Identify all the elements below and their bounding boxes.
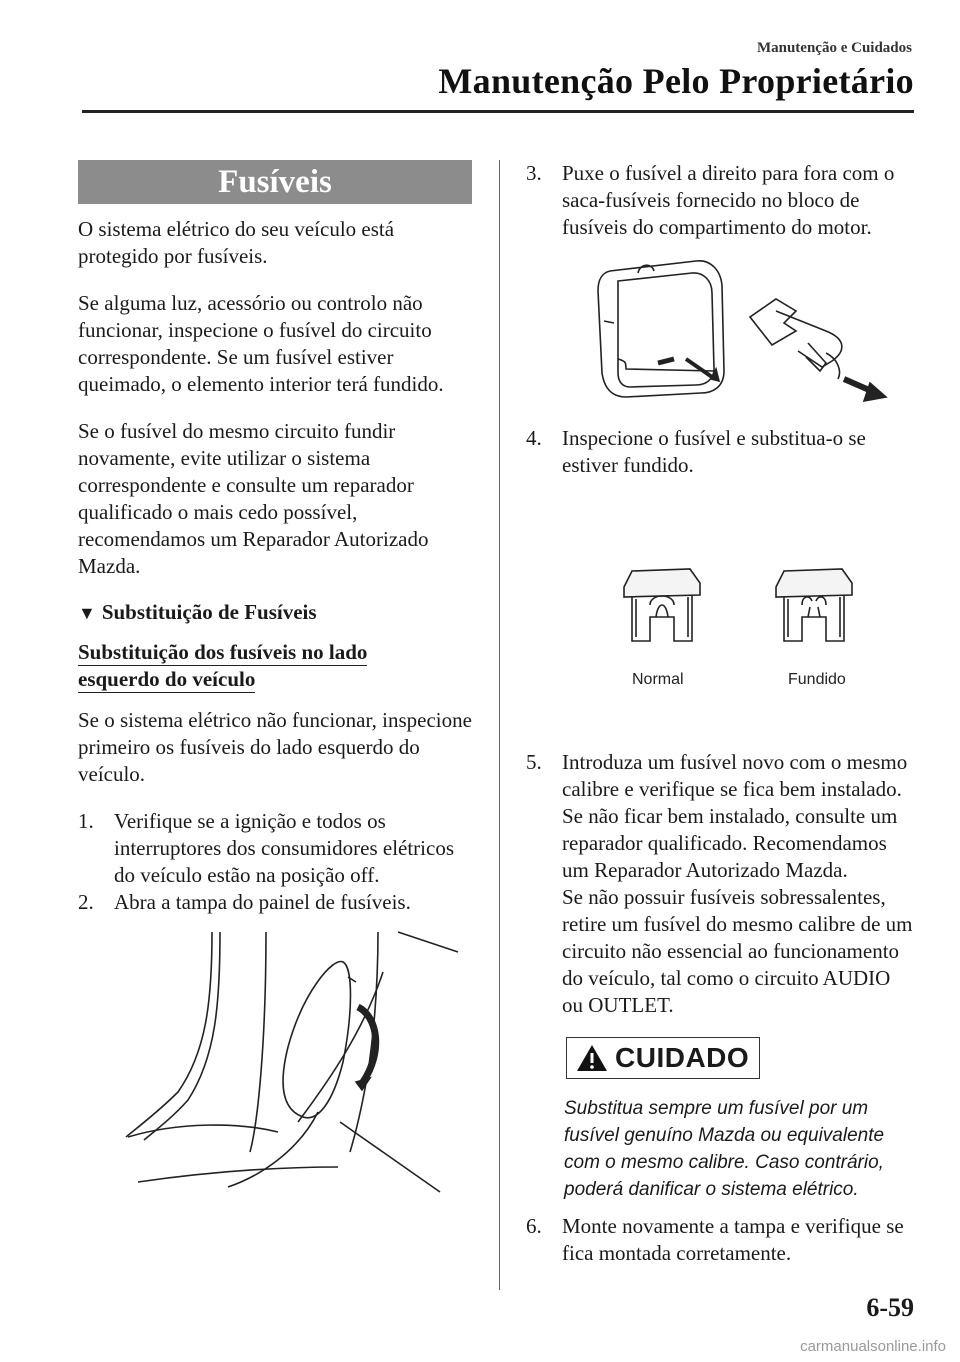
- step-text: Inspecione o fusível e substitua-o se estiver fundido.: [562, 426, 866, 477]
- chapter-title: Manutenção e Cuidados: [756, 40, 912, 56]
- step-number: 4.: [526, 426, 542, 450]
- underlined-heading: [78, 639, 472, 693]
- step-text: Monte novamente a tampa e verifique se fica montada corretamente.: [562, 1214, 904, 1265]
- header-rule: [82, 110, 914, 113]
- triangle-down-icon: ▼: [78, 603, 96, 623]
- step-text: Abra a tampa do painel de fusíveis.: [114, 890, 411, 914]
- normal-fuse-caption: Normal: [632, 671, 684, 688]
- step-5: [526, 749, 916, 1019]
- blown-fuse-caption: Fundido: [788, 671, 846, 688]
- underlined-heading-line2: esquerdo do veículo: [78, 667, 256, 691]
- fuse-puller-illustration: [526, 251, 916, 411]
- inspect-paragraph: Se alguma luz, acessório ou controlo não funcionar, inspecione o fusível do circuito correspondente. Se um fusível estiver queimado, o elemento interior terá fundido.: [78, 291, 444, 396]
- step-3: [526, 160, 916, 241]
- step-text: Puxe o fusível a direito para fora com o saca-fusíveis fornecido no bloco de fusíveis do compartimento do motor.: [562, 161, 895, 239]
- subheading-text: Substituição de Fusíveis: [101, 600, 317, 624]
- watermark: carmanualsonline.info: [800, 1338, 946, 1355]
- fuse-panel-cover-illustration: [78, 922, 472, 1202]
- warning-text: Substitua sempre um fusível por um fusível genuíno Mazda ou equivalente com o mesmo calibre. Caso contrário, poderá danificar o sistema elétrico.: [564, 1098, 885, 1200]
- normal-fuse-illustration: [620, 565, 704, 655]
- warning-box: [566, 1037, 760, 1079]
- section-banner: Fusíveis: [78, 160, 472, 204]
- step-1: [78, 808, 472, 889]
- step-number: 2.: [78, 890, 94, 914]
- step-number: 6.: [526, 1214, 542, 1238]
- left-side-paragraph: Se o sistema elétrico não funcionar, inspecione primeiro os fusíveis do lado esquerdo do veículo.: [78, 708, 472, 786]
- step-number: 1.: [78, 809, 94, 833]
- subheading-replacement: [78, 600, 472, 625]
- warning-triangle-icon: [575, 1043, 609, 1073]
- step-text: [562, 749, 916, 1019]
- step-5-text: Introduza um fusível novo com o mesmo calibre e verifique se fica bem instalado. Se não ficar bem instalado, consulte um reparador qualificado. Recomendamos um Reparador Autorizado Mazda.: [562, 750, 908, 882]
- step-number: 5.: [526, 750, 542, 774]
- intro-paragraph: O sistema elétrico do seu veículo está protegido por fusíveis.: [78, 217, 395, 268]
- step-4: [526, 425, 916, 479]
- warning-label: CUIDADO: [615, 1042, 750, 1073]
- step-5-spare-text: Se não possuir fusíveis sobressalentes, retire um fusível do mesmo calibre de um circuito não essencial ao funcionamento do veículo, tal como o circuito AUDIO ou OUTLET.: [562, 885, 913, 1017]
- step-6: [526, 1213, 916, 1267]
- step-number: 3.: [526, 161, 542, 185]
- column-divider: [499, 160, 500, 1290]
- underlined-heading-line1: Substituição dos fusíveis no lado: [78, 640, 368, 664]
- fuse-comparison: [526, 479, 916, 749]
- left-column: [78, 160, 472, 1202]
- step-text: Verifique se a ignição e todos os interruptores dos consumidores elétricos do veículo estão na posição off.: [114, 809, 454, 887]
- right-column: [526, 160, 916, 1267]
- section-title: Manutenção Pelo Proprietário: [438, 61, 914, 101]
- repeat-failure-paragraph: Se o fusível do mesmo circuito fundir novamente, evite utilizar o sistema correspondente e consulte um reparador qualificado o mais cedo possível, recomendamos um Reparador Autorizado Mazda.: [78, 419, 429, 578]
- page-number: 6-59: [866, 1293, 914, 1322]
- step-2: [78, 889, 472, 916]
- blown-fuse-illustration: [772, 565, 856, 655]
